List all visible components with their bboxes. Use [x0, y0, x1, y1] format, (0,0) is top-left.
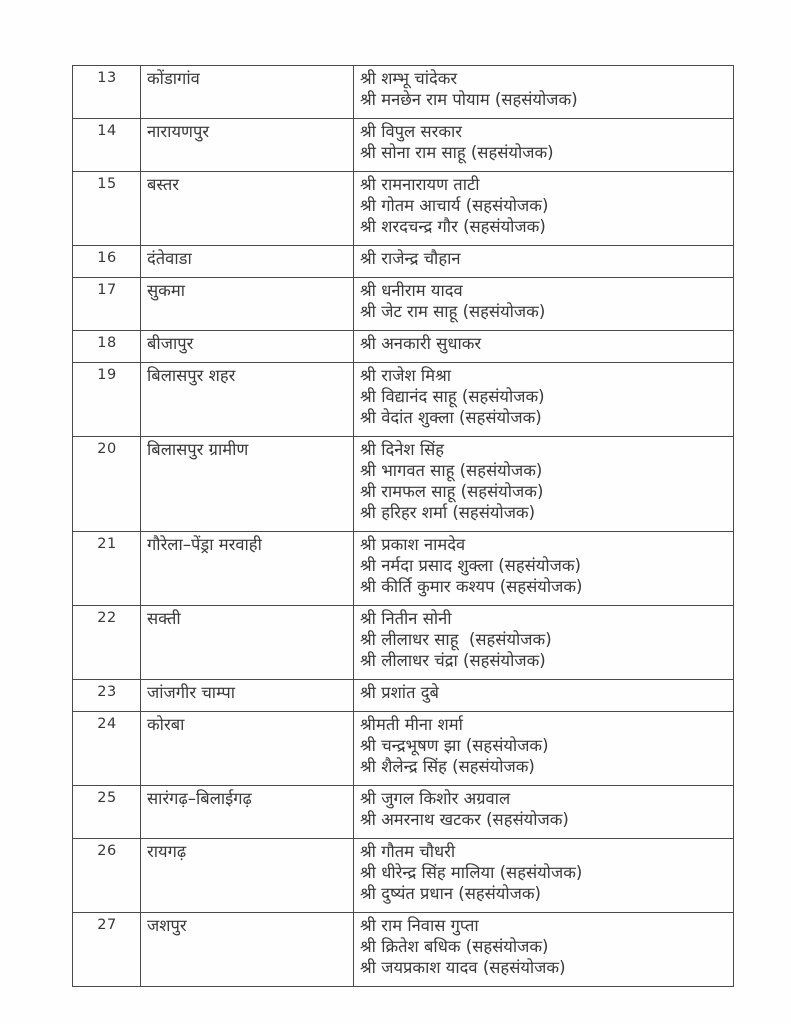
member-line: श्री चन्द्रभूषण झा (सहसंयोजक) — [360, 736, 549, 755]
member-line: श्री राजेश मिश्रा — [360, 366, 452, 385]
table-row — [73, 913, 734, 987]
members-cell — [354, 680, 734, 712]
member-line: श्री गौतम चौधरी — [360, 842, 456, 861]
member-line: श्री सोना राम साहू (सहसंयोजक) — [360, 143, 554, 162]
serial-cell: 18 — [73, 331, 141, 363]
table-row — [73, 786, 734, 839]
member-line: श्री क्रितेश बधिक (सहसंयोजक) — [360, 937, 549, 956]
member-line: श्रीमती मीना शर्मा — [360, 715, 463, 734]
member-line: श्री अनकारी सुधाकर — [360, 334, 482, 353]
member-line: श्री प्रशांत दुबे — [360, 683, 439, 702]
table-body — [73, 66, 734, 987]
district-cell: रायगढ़ — [141, 839, 354, 913]
table-row — [73, 278, 734, 331]
member-line: श्री रामनारायण ताटी — [360, 175, 480, 194]
member-line: श्री जुगल किशोर अग्रवाल — [360, 789, 511, 808]
serial-cell: 19 — [73, 363, 141, 437]
district-cell: बिलासपुर शहर — [141, 363, 354, 437]
member-line: श्री मनछेन राम पोयाम (सहसंयोजक) — [360, 90, 578, 109]
serial-cell: 27 — [73, 913, 141, 987]
table-row — [73, 712, 734, 786]
serial-cell: 25 — [73, 786, 141, 839]
table-row — [73, 606, 734, 680]
district-cell: नारायणपुर — [141, 119, 354, 172]
members-cell — [354, 712, 734, 786]
table-row — [73, 119, 734, 172]
serial-cell: 15 — [73, 172, 141, 246]
member-line: श्री शरदचन्द्र गौर (सहसंयोजक) — [360, 217, 546, 236]
serial-cell: 23 — [73, 680, 141, 712]
table-row — [73, 839, 734, 913]
serial-cell: 17 — [73, 278, 141, 331]
district-cell: सुकमा — [141, 278, 354, 331]
member-line: श्री नितीन सोनी — [360, 609, 452, 628]
member-line: श्री शैलेन्द्र सिंह (सहसंयोजक) — [360, 757, 535, 776]
member-line: श्री राजेन्द्र चौहान — [360, 249, 461, 268]
member-line: श्री गोतम आचार्य (सहसंयोजक) — [360, 196, 549, 215]
district-cell: कोरबा — [141, 712, 354, 786]
district-cell: सक्ती — [141, 606, 354, 680]
member-line: श्री शम्भू चांदेकर — [360, 69, 458, 88]
district-cell: जांजगीर चाम्पा — [141, 680, 354, 712]
table-row — [73, 331, 734, 363]
members-cell — [354, 913, 734, 987]
members-cell — [354, 246, 734, 278]
table-row — [73, 437, 734, 532]
serial-cell: 26 — [73, 839, 141, 913]
serial-cell: 16 — [73, 246, 141, 278]
district-cell: बिलासपुर ग्रामीण — [141, 437, 354, 532]
members-cell — [354, 606, 734, 680]
serial-cell: 14 — [73, 119, 141, 172]
serial-cell: 21 — [73, 532, 141, 606]
member-line: श्री प्रकाश नामदेव — [360, 535, 466, 554]
members-cell — [354, 786, 734, 839]
member-line: श्री धीरेन्द्र सिंह मालिया (सहसंयोजक) — [360, 863, 583, 882]
member-line: श्री विपुल सरकार — [360, 122, 463, 141]
member-line: श्री दुष्यंत प्रधान (सहसंयोजक) — [360, 884, 541, 903]
members-cell — [354, 172, 734, 246]
members-cell — [354, 437, 734, 532]
coordinators-table — [72, 65, 734, 987]
member-line: श्री कीर्ति कुमार कश्यप (सहसंयोजक) — [360, 577, 583, 596]
district-cell: जशपुर — [141, 913, 354, 987]
district-cell: बस्तर — [141, 172, 354, 246]
member-line: श्री जेट राम साहू (सहसंयोजक) — [360, 302, 546, 321]
member-line: श्री अमरनाथ खटकर (सहसंयोजक) — [360, 810, 569, 829]
district-cell: कोंडागांव — [141, 66, 354, 119]
district-cell: दंतेवाडा — [141, 246, 354, 278]
member-line: श्री रामफल साहू (सहसंयोजक) — [360, 482, 544, 501]
table-row — [73, 66, 734, 119]
table-row — [73, 172, 734, 246]
member-line: श्री दिनेश सिंह — [360, 440, 445, 459]
member-line: श्री धनीराम यादव — [360, 281, 463, 300]
table-row — [73, 680, 734, 712]
district-cell: बीजापुर — [141, 331, 354, 363]
members-cell — [354, 331, 734, 363]
members-cell — [354, 66, 734, 119]
serial-cell: 20 — [73, 437, 141, 532]
table-row — [73, 363, 734, 437]
serial-cell: 22 — [73, 606, 141, 680]
member-line: श्री भागवत साहू (सहसंयोजक) — [360, 461, 543, 480]
district-cell: गौरेला–पेंड्रा मरवाही — [141, 532, 354, 606]
member-line: श्री जयप्रकाश यादव (सहसंयोजक) — [360, 958, 566, 977]
member-line: श्री नर्मदा प्रसाद शुक्ला (सहसंयोजक) — [360, 556, 581, 575]
table-row — [73, 246, 734, 278]
members-cell — [354, 363, 734, 437]
district-cell: सारंगढ़–बिलाईगढ़ — [141, 786, 354, 839]
member-line: श्री लीलाधर साहू (सहसंयोजक) — [360, 630, 552, 649]
members-cell — [354, 532, 734, 606]
table-row — [73, 532, 734, 606]
members-cell — [354, 278, 734, 331]
member-line: श्री वेदांत शुक्ला (सहसंयोजक) — [360, 408, 542, 427]
serial-cell: 24 — [73, 712, 141, 786]
member-line: श्री राम निवास गुप्ता — [360, 916, 479, 935]
member-line: श्री विद्यानंद साहू (सहसंयोजक) — [360, 387, 545, 406]
member-line: श्री लीलाधर चंद्रा (सहसंयोजक) — [360, 651, 546, 670]
serial-cell: 13 — [73, 66, 141, 119]
members-cell — [354, 119, 734, 172]
members-cell — [354, 839, 734, 913]
member-line: श्री हरिहर शर्मा (सहसंयोजक) — [360, 503, 536, 522]
